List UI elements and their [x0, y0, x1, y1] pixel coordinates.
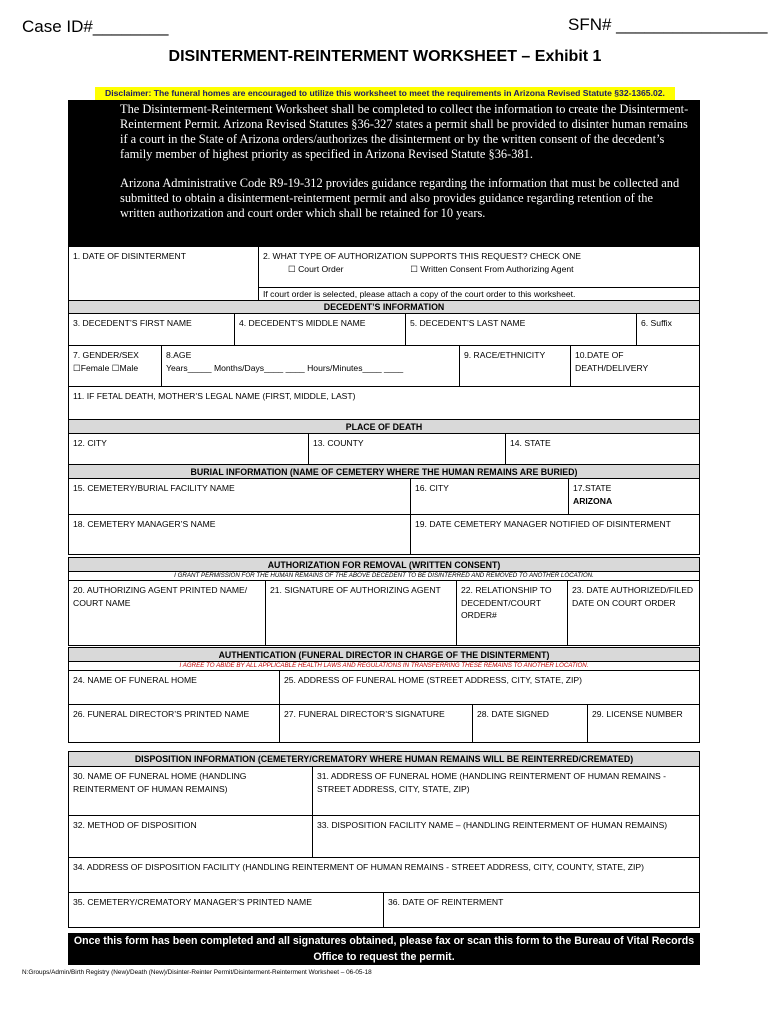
field-cemetery-city[interactable] [410, 478, 569, 515]
field-funeral-home-name[interactable] [68, 670, 280, 705]
field-cemetery-state [568, 478, 700, 515]
field-label: 36. DATE OF REINTERMENT [388, 897, 504, 907]
field-funeral-home-address[interactable] [279, 670, 700, 705]
agree-statement: I AGREE TO ABIDE BY ALL APPLICABLE HEALTH LAWS AND REGULATIONS IN TRANSFERRING THESE REMAINS TO ANOTHER LOCATION. [68, 661, 700, 671]
age-units: Years_____ Months/Days____ ____ Hours/Minutes____ ____ [166, 362, 404, 373]
field-director-signature[interactable] [279, 704, 473, 743]
field-cemetery-manager[interactable] [68, 514, 411, 555]
field-date-signed[interactable] [472, 704, 588, 743]
field-label: 24. NAME OF FUNERAL HOME [73, 675, 197, 685]
field-label: 30. NAME OF FUNERAL HOME (HANDLING REINTERMENT OF HUMAN REMAINS) [73, 771, 247, 794]
field-label: 5. DECEDENT’S LAST NAME [410, 318, 526, 328]
field-label: 25. ADDRESS OF FUNERAL HOME (STREET ADDRESS, CITY, STATE, ZIP) [284, 675, 582, 685]
intro-paragraph-2: Arizona Administrative Code R9-19-312 provides guidance regarding the information that must be collected and submitted to obtain a disinterment-reinterment permit and also provides guidance regarding retention of the written authorization and court order which shall be retained for 10 years. [120, 176, 680, 220]
section-disposition-information: DISPOSITION INFORMATION (CEMETERY/CREMATORY WHERE HUMAN REMAINS WILL BE REINTERRED/CREMATED) [68, 751, 700, 767]
field-gender [68, 345, 162, 387]
field-label: 6. Suffix [641, 318, 672, 328]
field-label: 33. DISPOSITION FACILITY NAME – (HANDLING REINTERMENT OF HUMAN REMAINS) [317, 820, 668, 830]
field-label: 18. CEMETERY MANAGER’S NAME [73, 519, 216, 529]
field-label: 32. METHOD OF DISPOSITION [73, 820, 197, 830]
intro-block [68, 100, 700, 246]
field-mother-legal-name[interactable] [68, 386, 700, 420]
case-id-label: Case ID#________ [22, 17, 169, 36]
field-label: 27. FUNERAL DIRECTOR’S SIGNATURE [284, 709, 445, 719]
section-burial-information: BURIAL INFORMATION (NAME OF CEMETERY WHERE THE HUMAN REMAINS ARE BURIED) [68, 464, 700, 479]
field-label: 7. GENDER/SEX [73, 350, 139, 360]
field-label: 31. ADDRESS OF FUNERAL HOME (HANDLING REINTERMENT OF HUMAN REMAINS - STREET ADDRESS, CITY, STATE, ZIP) [317, 771, 667, 794]
female-checkbox[interactable]: ☐Female [73, 362, 110, 373]
field-age[interactable] [161, 345, 460, 387]
field-label: 8.AGE [166, 350, 192, 360]
field-label: 19. DATE CEMETERY MANAGER NOTIFIED OF DISINTERMENT [415, 519, 671, 529]
disclaimer: Disclaimer: The funeral homes are encouraged to utilize this worksheet to meet the requirements in Arizona Revised Statute §32-1365.02. [95, 87, 675, 100]
field-first-name[interactable] [68, 313, 235, 346]
court-order-note: If court order is selected, please attach a copy of the court order to this worksheet. [258, 287, 700, 301]
field-label: 34. ADDRESS OF DISPOSITION FACILITY (HANDLING REINTERMENT OF HUMAN REMAINS - STREET ADDRESS, CITY, COUNTY, STATE, ZIP) [73, 862, 644, 872]
field-date-authorized[interactable] [567, 580, 700, 646]
field-director-printed-name[interactable] [68, 704, 280, 743]
court-order-checkbox[interactable]: ☐ Court Order [288, 263, 344, 274]
field-disposition-facility-address[interactable] [68, 857, 700, 893]
intro-paragraph-1: The Disinterment-Reinterment Worksheet shall be completed to collect the information to create the Disinterment-Reinterment Permit. Arizona Revised Statutes §36-327 states a permit shall be provided to disinter human remains if a court in the State of Arizona orders/authorizes the disinterment or by the written consent of the decedent’s family member of highest priority as specified in Arizona Revised Statute §36-381. [120, 102, 689, 161]
section-authorization-for-removal: AUTHORIZATION FOR REMOVAL (WRITTEN CONSENT) [68, 557, 700, 572]
field-license-number[interactable] [587, 704, 700, 743]
written-consent-label: Written Consent From Authorizing Agent [420, 263, 574, 274]
field-suffix[interactable] [636, 313, 700, 346]
field-date-of-reinterment[interactable] [383, 892, 700, 928]
field-middle-name[interactable] [234, 313, 406, 346]
page-title: DISINTERMENT-REINTERMENT WORKSHEET – Exhibit 1 [168, 48, 602, 65]
submission-instruction: Once this form has been completed and all signatures obtained, please fax or scan this form to the Bureau of Vital Records Office to request the permit. [68, 933, 700, 965]
field-date-of-disinterment[interactable] [68, 246, 259, 301]
field-label: 21. SIGNATURE OF AUTHORIZING AGENT [270, 585, 441, 595]
field-label: 15. CEMETERY/BURIAL FACILITY NAME [73, 483, 235, 493]
field-last-name[interactable] [405, 313, 637, 346]
field-death-county[interactable] [308, 433, 506, 465]
field-label: 16. CITY [415, 483, 449, 493]
field-reinterment-funeral-home[interactable] [68, 766, 313, 816]
field-death-state[interactable] [505, 433, 700, 465]
section-place-of-death: PLACE OF DEATH [68, 419, 700, 434]
field-label: 28. DATE SIGNED [477, 709, 549, 719]
field-label: 1. DATE OF DISINTERMENT [73, 251, 186, 261]
field-label: 3. DECEDENT’S FIRST NAME [73, 318, 192, 328]
field-relationship[interactable] [456, 580, 568, 646]
field-label: 23. DATE AUTHORIZED/FILED DATE ON COURT ORDER [572, 585, 694, 608]
female-label: Female [80, 362, 110, 373]
field-label: 10.DATE OF DEATH/DELIVERY [575, 350, 649, 373]
field-death-city[interactable] [68, 433, 309, 465]
field-label: 9. RACE/ETHNICITY [464, 350, 546, 360]
field-authorizing-agent-signature[interactable] [265, 580, 457, 646]
field-label: 14. STATE [510, 438, 551, 448]
field-label: 2. WHAT TYPE OF AUTHORIZATION SUPPORTS THIS REQUEST? CHECK ONE [263, 251, 582, 261]
field-label: 20. AUTHORIZING AGENT PRINTED NAME/ COURT NAME [73, 585, 248, 608]
field-label: 13. COUNTY [313, 438, 364, 448]
field-authorization-type [258, 246, 700, 288]
male-checkbox[interactable]: ☐Male [111, 362, 139, 373]
section-decedent-information: DECEDENT’S INFORMATION [68, 300, 700, 314]
male-label: Male [119, 362, 139, 373]
field-method-of-disposition[interactable] [68, 815, 313, 858]
written-consent-checkbox[interactable]: ☐ Written Consent From Authorizing Agent [410, 263, 574, 274]
field-disposition-facility-name[interactable] [312, 815, 700, 858]
state-value: ARIZONA [573, 495, 613, 506]
field-label: 29. LICENSE NUMBER [592, 709, 683, 719]
court-order-label: Court Order [298, 263, 344, 274]
field-cemetery-name[interactable] [68, 478, 411, 515]
field-label: 35. CEMETERY/CREMATORY MANAGER’S PRINTED NAME [73, 897, 312, 907]
field-label: 22. RELATIONSHIP TO DECEDENT/COURT ORDER# [461, 585, 552, 620]
field-authorizing-agent-name[interactable] [68, 580, 266, 646]
grant-permission-statement: I GRANT PERMISSION FOR THE HUMAN REMAINS OF THE ABOVE DECEDENT TO BE DISINTERRED AND REMOVED TO ANOTHER LOCATION. [68, 571, 700, 581]
field-label: 11. IF FETAL DEATH, MOTHER’S LEGAL NAME (FIRST, MIDDLE, LAST) [73, 391, 356, 401]
field-label: 17.STATE [573, 483, 612, 493]
section-authentication: AUTHENTICATION (FUNERAL DIRECTOR IN CHARGE OF THE DISINTERMENT) [68, 647, 700, 662]
file-path-footer: N:Groups/Admin/Birth Registry (New)/Death (New)/Disinter-Reinter Permit/Disinterment-Reinterment Worksheet – 06-05-18 [22, 969, 372, 976]
field-reinterment-funeral-home-address[interactable] [312, 766, 700, 816]
sfn-label: SFN# ________________ [568, 15, 768, 34]
field-date-of-death[interactable] [570, 345, 700, 387]
field-label: 12. CITY [73, 438, 107, 448]
field-date-manager-notified[interactable] [410, 514, 700, 555]
field-race-ethnicity[interactable] [459, 345, 571, 387]
field-crematory-manager-name[interactable] [68, 892, 384, 928]
field-label: 4. DECEDENT’S MIDDLE NAME [239, 318, 366, 328]
field-label: 26. FUNERAL DIRECTOR’S PRINTED NAME [73, 709, 250, 719]
